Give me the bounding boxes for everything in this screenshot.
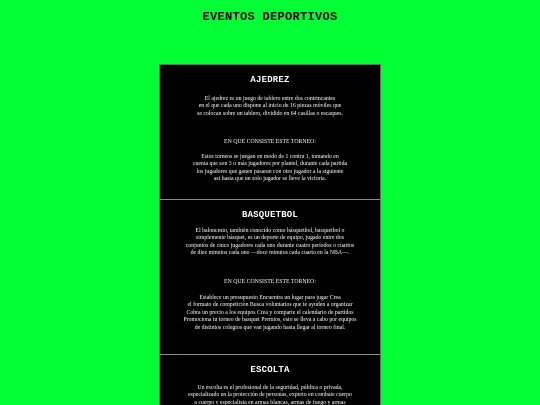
- event-description-ajedrez: El ajedrez es un juego de tablero entre dos contrincantes en el que cada uno dispone al inicio de 16 piezas móviles que se colocan sobre un tablero, dividido en 64 casillas o escaques.: [197, 96, 343, 117]
- event-section-escolta: [160, 354, 380, 405]
- event-title-ajedrez: AJEDREZ: [250, 75, 290, 85]
- event-details-ajedrez: Estos torneos se juegan en modo de 1 contra 1, tomando en cuenta que son 3 o más jugadores por plantel, durante cada partida los jugadores que ganen pasaran con otro jugador a la siguiente asi hasta que un solo jugador se lleve la victoria.: [192, 154, 348, 183]
- event-subtitle-ajedrez: EN QUE CONSISTE ESTE TORNEO:: [224, 139, 316, 145]
- event-description-escolta: Un escolta es el profesional de la seguridad, pública o privada, especializado en la protección de personas, experto en combate cuerpo a cuerpo y especialista en armas blancas, armas de fuego y armas: [188, 385, 352, 405]
- event-section-ajedrez: [160, 65, 380, 199]
- page-title: EVENTOS DEPORTIVOS: [202, 10, 338, 24]
- event-subtitle-basquetbol: EN QUE CONSISTE ESTE TORNEO:: [224, 279, 316, 285]
- event-title-escolta: ESCOLTA: [250, 365, 290, 375]
- event-description-basquetbol: El baloncesto, también conocido como básquetbol, basquetbol o simplemente básquet, es un deporte de equipo, jugado entre dos conjuntos de cinco jugadores cada uno durante cuatro períodos o cuartos de diez minutos cada uno —doce minutos cada cuarto en la NBA—.: [185, 228, 355, 257]
- event-section-basquetbol: [160, 199, 380, 355]
- event-details-basquetbol: Establece un presupuesto Encuentra un lugar para jugar Crea el formato de competición Busca voluntarios que te ayuden a organizar Cobra un precio a los equipos Crea y comparte el calendario de partidos Promociona tu torneo de basquet Premios, esto se lleva a cabo por equipos de distintos colegios que van jugando hasta llegar al torneo final.: [183, 295, 357, 331]
- event-title-basquetbol: BASQUETBOL: [241, 210, 298, 220]
- events-panel: [159, 64, 381, 405]
